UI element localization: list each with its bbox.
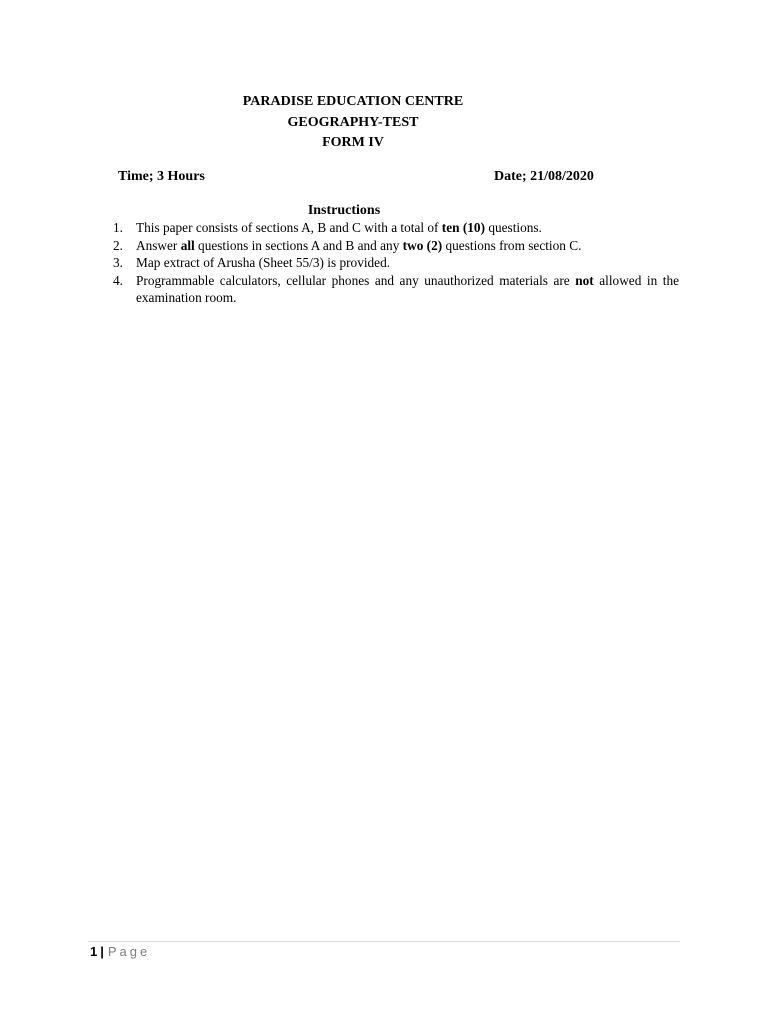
- instruction-text-part: questions.: [485, 220, 542, 235]
- instruction-text-part: Map extract of Arusha (Sheet 55/3) is provided.: [136, 255, 391, 270]
- instruction-emphasis: two (2): [402, 237, 443, 253]
- instruction-text: [136, 237, 679, 255]
- instruction-item: [113, 237, 679, 255]
- instructions-list: [113, 219, 679, 307]
- instruction-text-part: questions in sections A and B and any: [194, 237, 403, 253]
- instruction-emphasis: all: [180, 237, 195, 253]
- page-footer: [90, 942, 150, 962]
- instruction-text-part: questions from section C.: [442, 237, 582, 253]
- instruction-text-part: Programmable calculators, cellular phones and any unauthorized materials are: [136, 272, 576, 288]
- instruction-item: [113, 254, 679, 272]
- instruction-text-part: allowed in the examination room.: [136, 272, 679, 305]
- footer-separator: |: [100, 944, 104, 959]
- school-name: PARADISE EDUCATION CENTRE: [242, 94, 464, 109]
- instruction-number: 4.: [113, 272, 123, 288]
- page-label: Page: [107, 944, 151, 959]
- instruction-text-part: This paper consists of sections A, B and C with a total of: [136, 220, 442, 235]
- form-level: FORM IV: [322, 135, 384, 150]
- instruction-item: [113, 219, 679, 237]
- instruction-emphasis: not: [575, 272, 594, 288]
- instruction-item: [113, 272, 679, 307]
- test-subject: GEOGRAPHY-TEST: [287, 115, 419, 130]
- instruction-text-part: Answer: [136, 237, 181, 253]
- instruction-number: 2.: [113, 237, 123, 253]
- exam-duration: Time; 3 Hours: [118, 169, 205, 184]
- instruction-number: 1.: [113, 220, 123, 235]
- instruction-emphasis: ten (10): [441, 220, 485, 235]
- footer-divider: [88, 941, 680, 942]
- instruction-number: 3.: [113, 255, 123, 270]
- page-number: 1: [90, 944, 98, 959]
- instruction-text: [136, 272, 679, 307]
- instruction-text: [136, 254, 679, 272]
- instructions-heading: Instructions: [307, 203, 381, 218]
- instruction-text: [136, 219, 679, 237]
- exam-date: Date; 21/08/2020: [494, 169, 594, 184]
